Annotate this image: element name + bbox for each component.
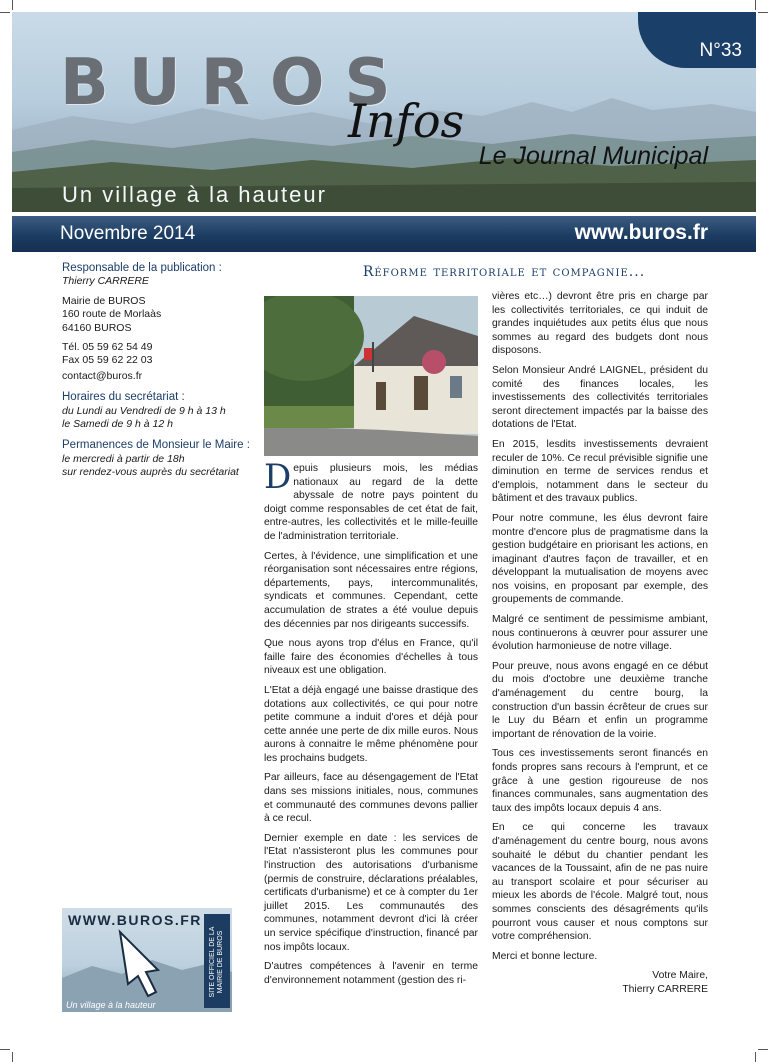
article-paragraph: Pour preuve, nous avons engagé en ce début du mois d'octobre une deuxième tranche d'aménagement du centre bourg, la construction d'un bassin écrêteur de crues sur le Luy du Béarn et enfin un programme important de rénovation de la voirie. bbox=[492, 660, 708, 740]
ad-vertical-band bbox=[204, 914, 230, 1008]
hours-line: du Lundi au Vendredi de 9 h à 13 h bbox=[62, 404, 226, 417]
mayor-hours-line: sur rendez-vous auprès du secrétariat bbox=[62, 466, 239, 479]
masthead-banner bbox=[12, 12, 756, 212]
article-paragraph: En ce qui concerne les travaux d'aménagement du centre bourg, nous avons souhaité le début du chantier pendant les vacances de la Toussaint, afin de ne pas nuire au transport scolaire et pour sécuriser au mieux les abords de l'école. Malgré tout, nous sommes conscients des désagréments qu'ils pourront vous causer et nous comptons sur votre compréhension. bbox=[492, 822, 708, 943]
ad-slogan: Un village à la hauteur bbox=[66, 1000, 156, 1010]
address-line: 64160 BUROS bbox=[62, 321, 132, 334]
ad-website: WWW.BUROS.FR bbox=[68, 912, 202, 928]
article-paragraph: Dernier exemple en date : les services de l'Etat n'assisteront plus les communes pour l'instruction des autorisations d'urbanisme (permis de construire, déclarations préalables, certificats d'urbanisme) et ce à compter du 1er juillet 2015. Les communautés des communes, notamment devront d'ici là créer un service spécifique d'instruction, financé par nos impôts locaux. bbox=[264, 832, 478, 953]
issue-number-badge: N°33 bbox=[638, 12, 756, 68]
fax-number: Fax 05 59 62 22 03 bbox=[62, 354, 153, 367]
issue-date: Novembre 2014 bbox=[60, 223, 196, 244]
article-paragraph: Pour notre commune, les élus devront faire montre d'encore plus de pragmatisme dans la gestion budgétaire en priorisant les actions, en imaginant d'autres façon de travailler, et en développant la mutualisation de moyens avec nos voisins, en proposant par exemple, des groupements de commande. bbox=[492, 512, 708, 606]
masthead-slogan: Un village à la hauteur bbox=[62, 182, 327, 207]
publication-responsible-heading: Responsable de la publication : bbox=[62, 262, 222, 274]
article-paragraph: epuis plusieurs mois, les médias nationaux au regard de la dette abyssale de notre pays pointent du doigt comme responsables de cet état de fait, entre-autres, les collectivités et le mille-feuille de l'administration territoriale. bbox=[264, 463, 478, 542]
article-column-1 bbox=[264, 457, 478, 993]
article-paragraph: Tous ces investissements seront financés en fonds propres sans recours à l'emprunt, et ce grâce à une gestion rigoureuse de nos finances communales, sans augmentation des taux des impôts locaux depuis 4 ans. bbox=[492, 748, 708, 814]
mayor-hours-line: le mercredi à partir de 18h bbox=[62, 452, 185, 465]
article-paragraph: En 2015, lesdits investissements devraient reculer de 10%. Ce recul prévisible signifie une diminution en terme de services rendus et d'emplois, notamment dans le secteur du bâtiment et des travaux publics. bbox=[492, 438, 708, 505]
article-paragraph: Selon Monsieur André LAIGNEL, président du comité des finances locales, les investissements des collectivités territoriales seront directement impactés par la baisse des dotations de l'Etat. bbox=[492, 364, 708, 431]
town-hall-photo bbox=[264, 296, 478, 456]
contact-sidebar bbox=[62, 262, 252, 480]
article-paragraph: L'Etat a déjà engagé une baisse drastique des dotations aux collectivités, ce qui pour notre petite commune a induit d'ores et déjà pour cette année une perte de dix mille euros. Nous aurons à connaitre le même phénomène pour les prochains budgets. bbox=[264, 684, 478, 764]
ad-vertical-text: SITE OFFICIEL DE LA MAIRIE DE BUROS bbox=[209, 926, 224, 998]
article-paragraph: Par ailleurs, face au désengagement de l'Etat dans ses missions initiales, nous, communes et communauté des communes devons pallier à ce recul. bbox=[264, 772, 478, 825]
website-ad[interactable] bbox=[62, 908, 232, 1012]
article-paragraph: D'autres compétences à l'avenir en terme d'environnement notamment (gestion des ri- bbox=[264, 961, 478, 986]
address-line: Mairie de BUROS bbox=[62, 294, 146, 307]
mayor-hours-heading: Permanences de Monsieur le Maire : bbox=[62, 439, 250, 452]
publication-responsible-name: Thierry CARRERE bbox=[62, 275, 149, 288]
article-column-2 bbox=[492, 290, 708, 997]
article-paragraph: Que nous ayons trop d'élus en France, qu'il faille faire des économies d'échelles à tous niveaux est une obligation. bbox=[264, 638, 478, 677]
article-paragraph: Certes, à l'évidence, une simplification et une réorganisation sont nécessaires entre régions, départements, pays, intercommunalités, syndicats et communes. Cependant, cette accumulation de strates a été voulue depuis des décennies par nos dirigeants successifs. bbox=[264, 550, 478, 630]
masthead-script-title: Infos bbox=[348, 94, 465, 148]
masthead-title: BUROS bbox=[60, 46, 411, 120]
masthead-subtitle: Le Journal Municipal bbox=[478, 142, 708, 170]
date-bar bbox=[12, 216, 756, 252]
signature-role: Votre Maire, bbox=[652, 970, 708, 982]
article-title: Réforme territoriale et compagnie... bbox=[362, 264, 646, 280]
article-paragraph: vières etc…) devront être pris en charge par les collectivités territoriales, ce qui induit de grandes inquiétudes aux petits élus que nous sommes au regard des budgets dont nous disposons. bbox=[492, 291, 708, 357]
hours-heading: Horaires du secrétariat : bbox=[62, 391, 185, 404]
hours-line: le Samedi de 9 h à 12 h bbox=[62, 418, 173, 431]
contact-email[interactable]: contact@buros.fr bbox=[62, 369, 143, 382]
article-paragraph: Malgré ce sentiment de pessimisme ambiant, nous continuerons à œuvrer pour assurer une évolution harmonieuse de notre village. bbox=[492, 614, 708, 653]
address-line: 160 route de Morlaàs bbox=[62, 308, 162, 321]
article-paragraph: Merci et bonne lecture. bbox=[492, 950, 598, 962]
phone-number: Tél. 05 59 62 54 49 bbox=[62, 341, 153, 354]
drop-cap: D bbox=[264, 457, 292, 497]
signature-name: Thierry CARRERE bbox=[622, 983, 708, 995]
website-link[interactable]: www.buros.fr bbox=[574, 221, 708, 244]
town-hall-image bbox=[264, 296, 478, 456]
